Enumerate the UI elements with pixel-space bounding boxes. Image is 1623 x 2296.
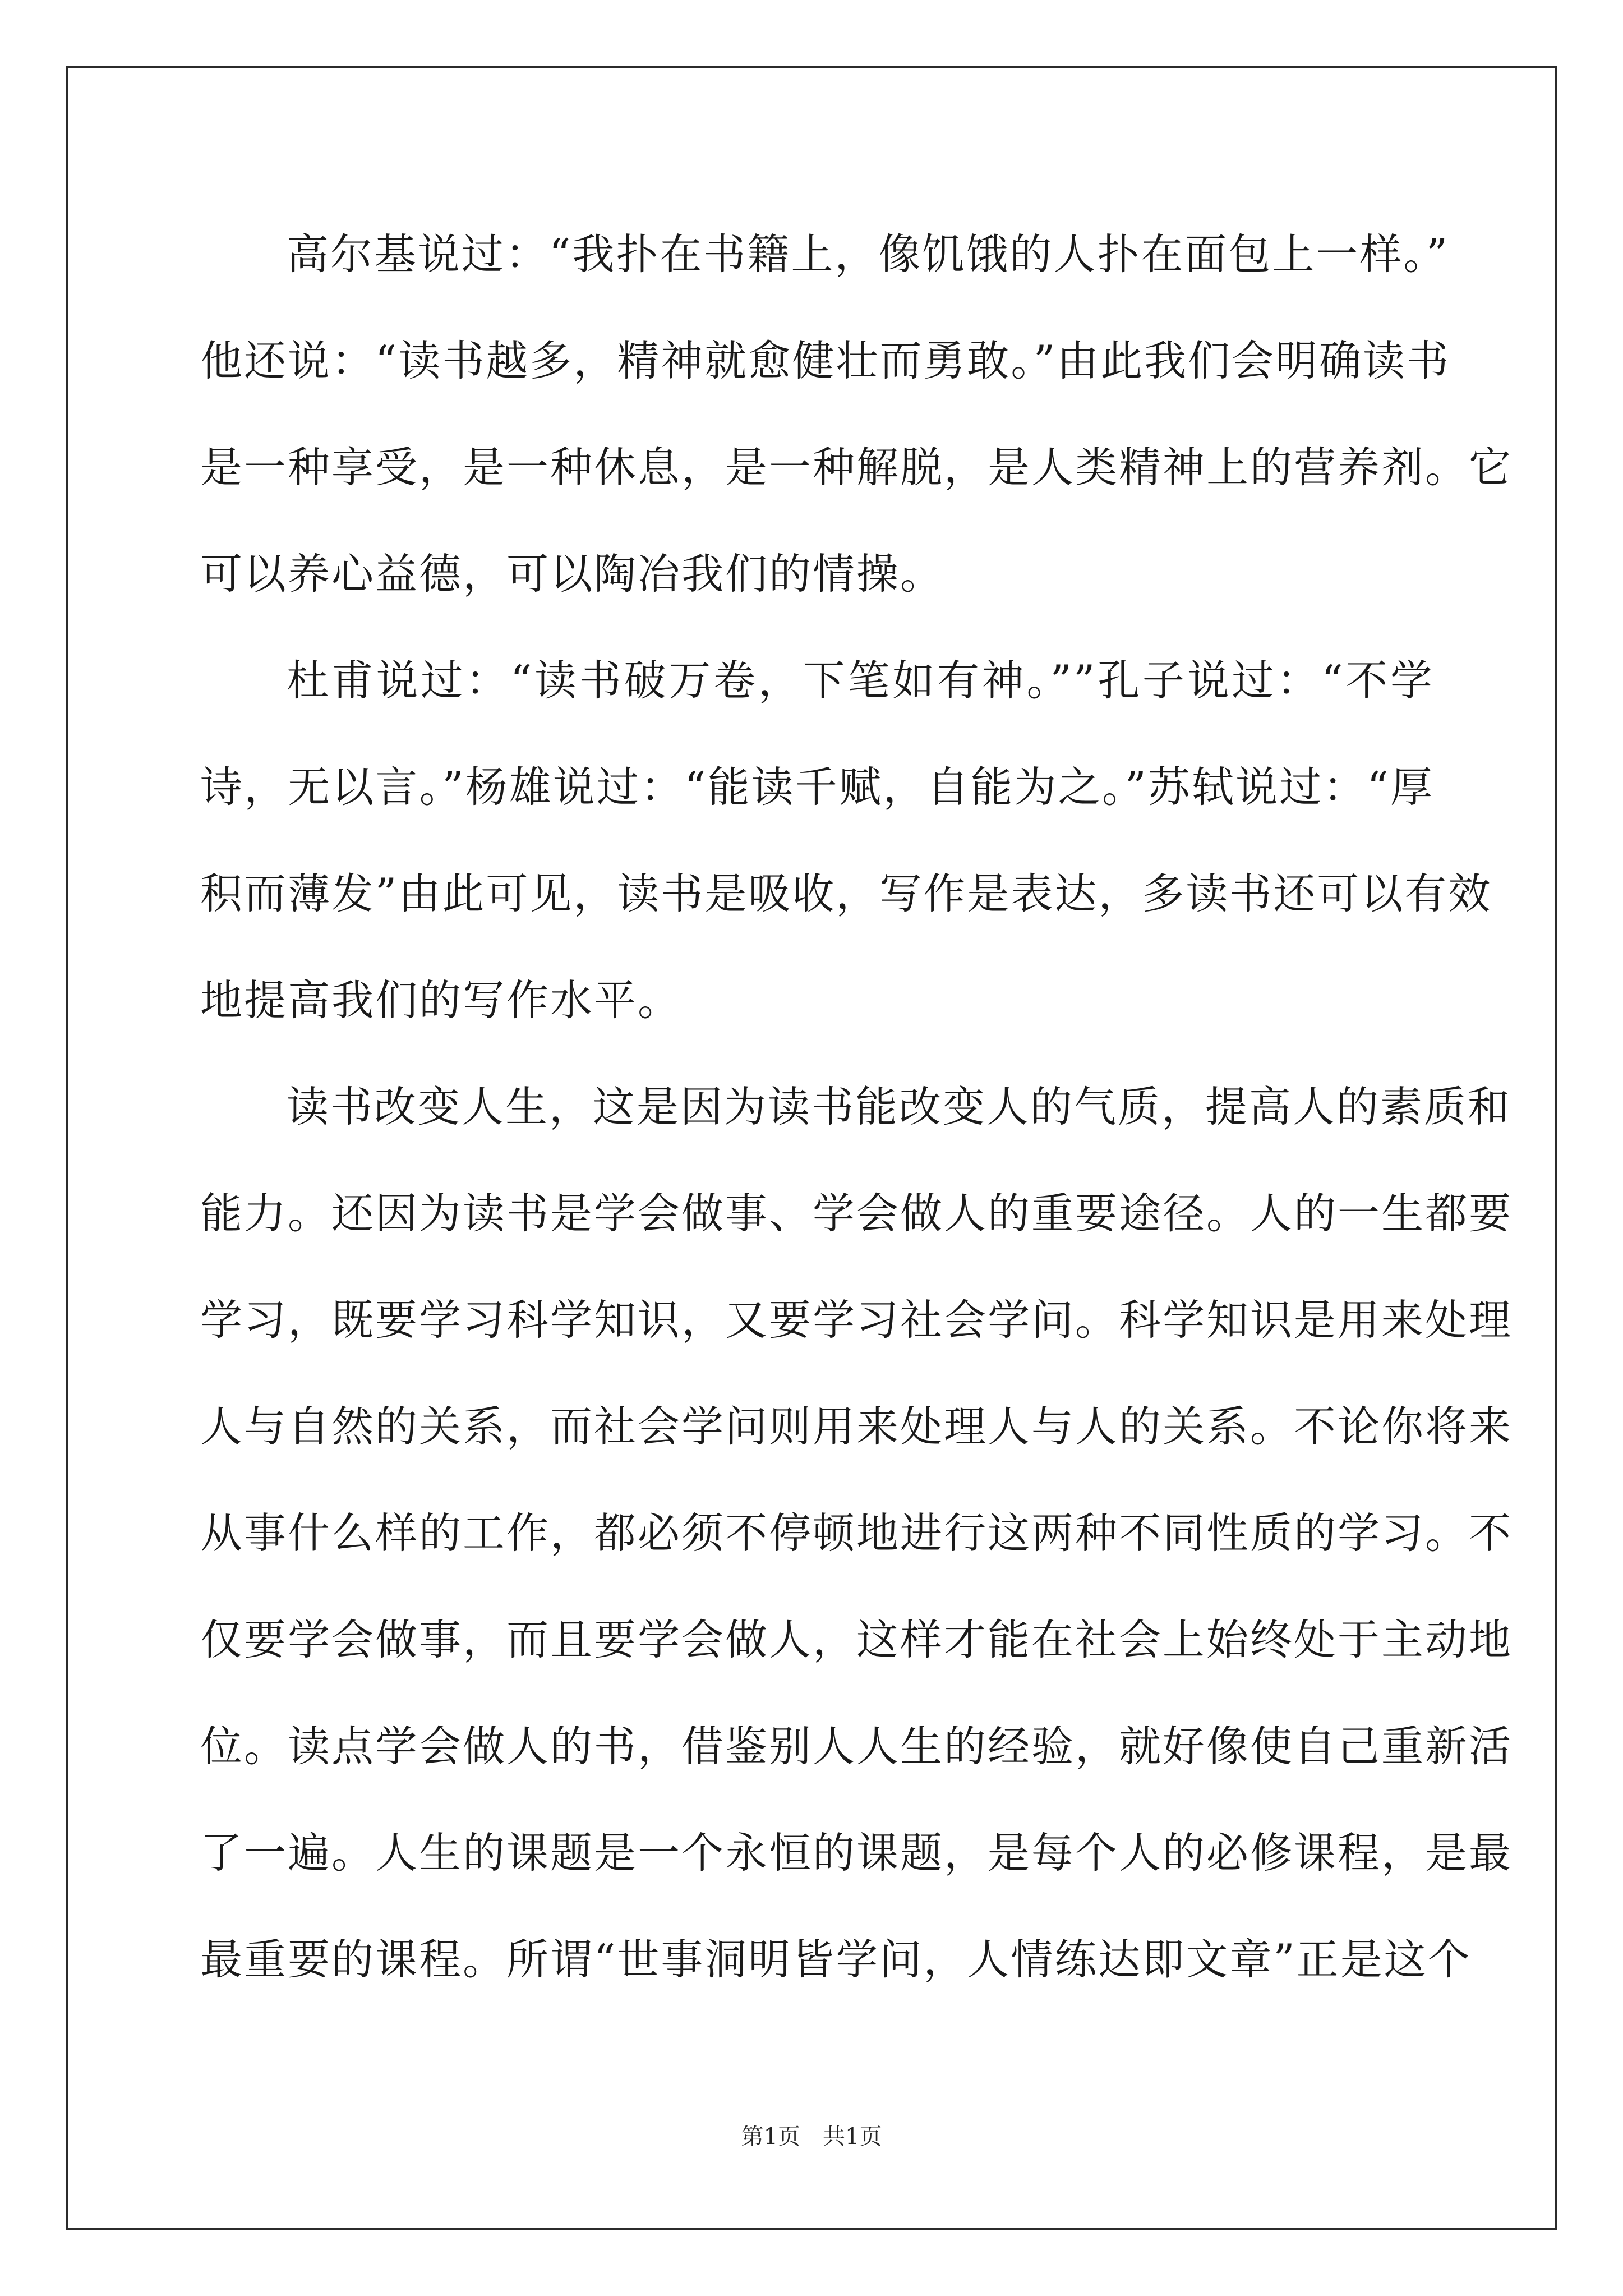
text-line: 可以养心益德，可以陶冶我们的情操。 xyxy=(200,549,944,599)
text-line: 人与自然的关系，而社会学问则用来处理人与人的关系。不论你将来 xyxy=(200,1402,1513,1451)
text-line: 杜甫说过：“读书破万卷，下笔如有神。””孔子说过：“不学 xyxy=(287,656,1434,705)
text-line: 地提高我们的写作水平。 xyxy=(200,976,682,1025)
text-line: 是一种享受，是一种休息，是一种解脱，是人类精神上的营养剂。它 xyxy=(200,443,1513,492)
text-line: 最重要的课程。所谓“世事洞明皆学问，人情练达即文章”正是这个 xyxy=(200,1935,1472,1984)
text-line: 他还说：“读书越多，精神就愈健壮而勇敢。”由此我们会明确读书 xyxy=(200,336,1451,385)
paragraph-2 xyxy=(200,627,1492,1053)
text-line: 积而薄发”由此可见，读书是吸收，写作是表达，多读书还可以有效 xyxy=(200,869,1492,918)
paragraph-3 xyxy=(200,1053,1513,2013)
text-line: 能力。还因为读书是学会做事、学会做人的重要途径。人的一生都要 xyxy=(200,1189,1513,1238)
text-line: 了一遍。人生的课题是一个永恒的课题，是每个人的必修课程，是最 xyxy=(200,1828,1513,1878)
text-line: 诗，无以言。”杨雄说过：“能读千赋，自能为之。”苏轼说过：“厚 xyxy=(200,762,1434,812)
text-line: 从事什么样的工作，都必须不停顿地进行这两种不同性质的学习。不 xyxy=(200,1508,1513,1558)
document-body xyxy=(200,201,1513,2013)
text-line: 高尔基说过：“我扑在书籍上，像饥饿的人扑在面包上一样。” xyxy=(287,229,1450,279)
text-line: 学习，既要学习科学知识，又要学习社会学问。科学知识是用来处理 xyxy=(200,1295,1513,1345)
text-line: 仅要学会做事，而且要学会做人，这样才能在社会上始终处于主动地 xyxy=(200,1615,1513,1664)
page-number: 第1页 xyxy=(741,2124,800,2150)
page-total: 共1页 xyxy=(823,2124,882,2150)
page-footer xyxy=(0,2119,1623,2151)
text-line: 读书改变人生，这是因为读书能改变人的气质，提高人的素质和 xyxy=(287,1082,1512,1131)
paragraph-1 xyxy=(200,201,1513,627)
text-line: 位。读点学会做人的书，借鉴别人人生的经验，就好像使自己重新活 xyxy=(200,1722,1513,1771)
